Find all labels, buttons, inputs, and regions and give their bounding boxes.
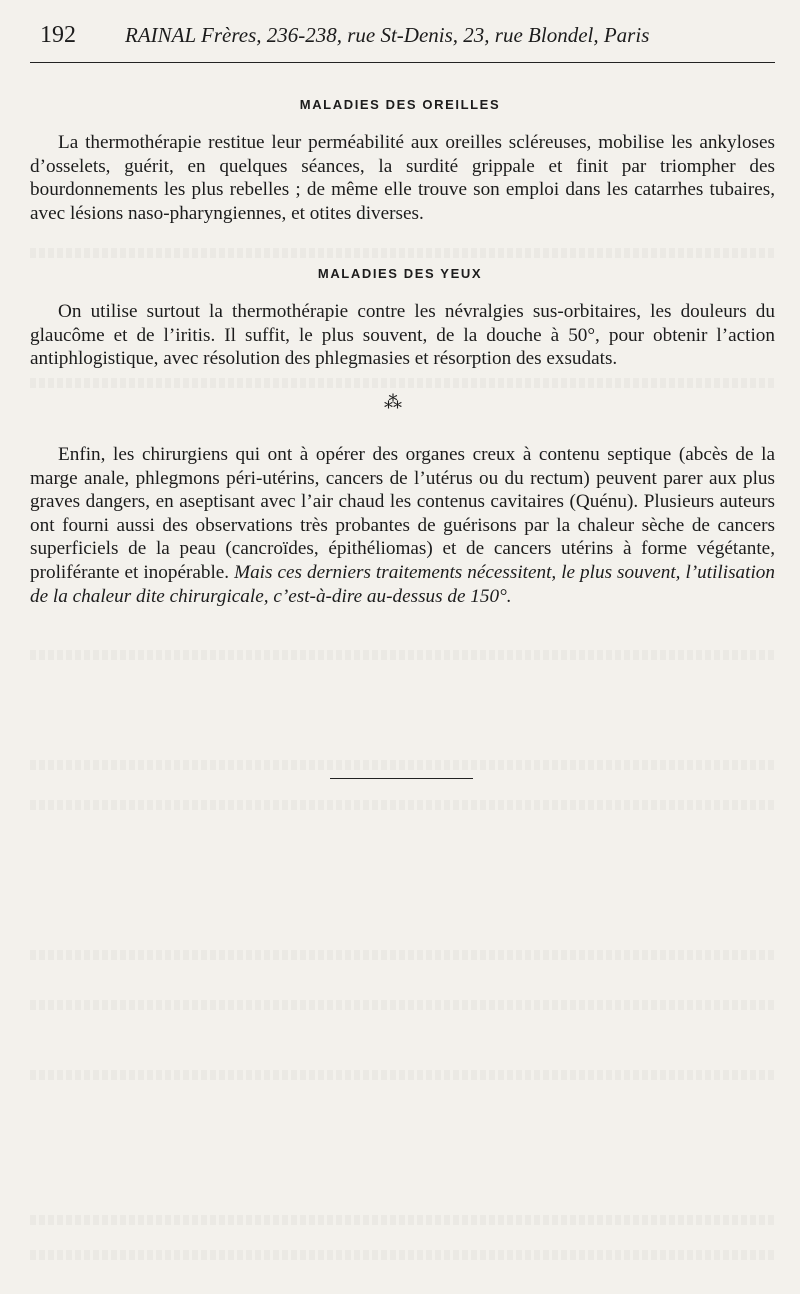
bleed-through-line	[30, 378, 775, 388]
paragraph-yeux: On utilise surtout la thermothérapie contre les névralgies sus-orbitaires, les douleurs du glaucôme et de l’iritis. Il suffit, le plus souvent, de la douche à 50°, pour obtenir l’action antiphlogistique, avec résolution des phlegmasies et résorption des exsudats.	[30, 301, 775, 370]
section-title-oreilles: MALADIES DES OREILLES	[299, 97, 501, 112]
bleed-through-line	[30, 248, 775, 258]
bleed-through-line	[30, 650, 775, 660]
paragraph-chirurgie-italic: Mais ces derniers traitements nécessitent, le plus souvent, l’utilisation de la chaleur dite chirurgicale, c’est-à-dire au-dessus de 150°.	[30, 561, 775, 607]
paragraph-oreilles: La thermothérapie restitue leur perméabilité aux oreilles scléreuses, mobilise les ankyloses d’osselets, guérit, en quelques séances, la surdité grippale et finit par triompher des bourdonnements les plus rebelles ; de même elle trouve son emploi dans les catarrhes tubaires, avec lésions naso-pharyngiennes, et otites diverses.	[30, 132, 775, 224]
bleed-through-line	[30, 1250, 775, 1260]
bleed-through-line	[30, 1215, 775, 1225]
bleed-through-line	[30, 760, 775, 770]
bleed-through-line	[30, 800, 775, 810]
bleed-through-line	[30, 950, 775, 960]
bleed-through-line	[30, 1000, 775, 1010]
running-head: RAINAL Frères, 236-238, rue St-Denis, 23, rue Blondel, Paris	[125, 23, 650, 47]
paragraph-chirurgie	[30, 443, 775, 608]
paragraph-chirurgie-text: Enfin, les chirurgiens qui ont à opérer des organes creux à contenu septique (abcès de la marge anale, phlegmons péri-utérins, cancers de l’utérus ou du rectum) peuvent parer aux plus graves dangers, en aseptisant avec l’air chaud les contenus cavitaires (Quénu). Plusieurs auteurs ont fourni aussi des observations très probantes de guérisons par la chaleur sèche de cancers superficiels de la peau (cancroïdes, épithéliomas) et de cancers utérins à forme végétante, proliférante et inopérable.	[30, 444, 775, 583]
page-number: 192	[40, 22, 76, 48]
header-rule	[30, 62, 775, 63]
asterism: ⁂	[384, 392, 402, 412]
page-header	[40, 22, 770, 58]
section-title-yeux: MALADIES DES YEUX	[317, 266, 483, 281]
bleed-through-line	[30, 1070, 775, 1080]
closing-rule	[330, 778, 473, 779]
